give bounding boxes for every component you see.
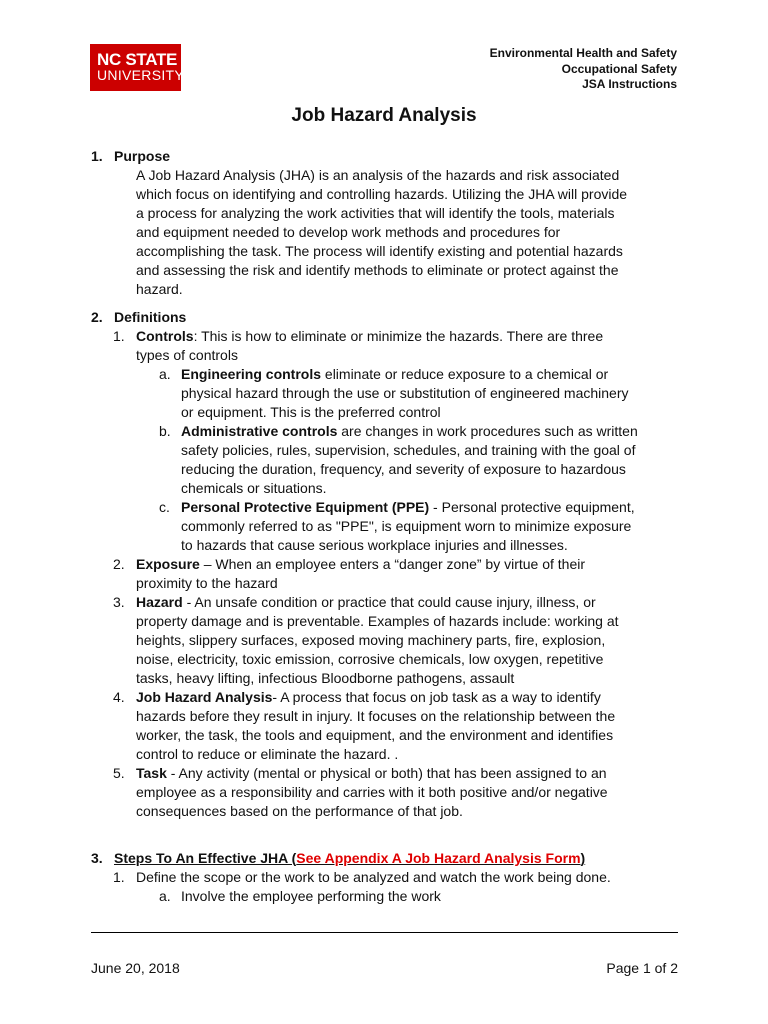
control-ppe	[91, 498, 681, 555]
text-line: - Any activity (mental or physical or both) that has been assigned to an	[166, 765, 607, 781]
text-line: reducing the duration, frequency, and severity of exposure to hazardous	[181, 461, 626, 477]
text-line: are changes in work procedures such as written	[337, 423, 638, 439]
section-number: 2.	[91, 309, 103, 325]
text-line: worker, the task, the tools and equipment, and the environment and identifies	[136, 727, 614, 743]
text-line: heights, slippery surfaces, exposed moving machinery parts, fire, explosion,	[136, 632, 606, 648]
logo-line-2: UNIVERSITY	[97, 67, 185, 83]
text-line: noise, electricity, toxic emission, corrosive chemicals, low oxygen, repetitive	[136, 651, 604, 667]
step-1a	[91, 887, 681, 906]
text-line: or equipment. This is the preferred control	[181, 404, 441, 420]
item-number: 5.	[113, 765, 125, 781]
text-line: physical hazard through the use or substitution of engineered machinery	[181, 385, 629, 401]
text-line: accomplishing the task. The process will identify existing and potential hazards	[136, 243, 623, 259]
item-number: 3.	[113, 594, 125, 610]
term: Hazard	[136, 594, 183, 610]
section-title: Purpose	[114, 148, 171, 164]
text-line: types of controls	[136, 347, 238, 363]
term: Task	[136, 765, 167, 781]
footer-page-number: Page 1 of 2	[606, 960, 678, 976]
definition-exposure	[91, 555, 681, 593]
text-line: employee as a responsibility and carries with it both positive and/or negative	[136, 784, 608, 800]
item-letter: c.	[159, 499, 170, 515]
header-line-1: Environmental Health and Safety	[489, 46, 677, 60]
text-line: - Personal protective equipment,	[429, 499, 635, 515]
item-number: 1.	[113, 328, 125, 344]
control-engineering	[91, 365, 681, 422]
text-line: a process for analyzing the work activities that will identify the tools, materials	[136, 205, 615, 221]
page-title: Job Hazard Analysis	[291, 105, 477, 126]
section-title	[114, 850, 585, 866]
text-line: chemicals or situations.	[181, 480, 327, 496]
text-line: consequences based on the performance of that job.	[136, 803, 463, 819]
control-administrative	[91, 422, 681, 498]
logo-line-1: NC STATE	[97, 50, 178, 69]
section-steps-heading	[91, 849, 681, 868]
term: Exposure	[136, 556, 200, 572]
section-title-text: Steps To An Effective JHA (	[114, 850, 297, 866]
text-line: : This is how to eliminate or minimize the hazards. There are three	[193, 328, 604, 344]
text-line: hazard.	[136, 281, 183, 297]
term: Engineering controls	[181, 366, 322, 382]
text-line: - An unsafe condition or practice that could cause injury, illness, or	[182, 594, 596, 610]
section-purpose-heading	[91, 147, 681, 166]
definition-controls	[91, 327, 681, 365]
definition-task	[91, 764, 681, 821]
text-line: to hazards that cause serious workplace injuries and illnesses.	[181, 537, 568, 553]
text-line: which focus on identifying and controlling hazards. Utilizing the JHA will provide	[136, 186, 628, 202]
item-letter: a.	[159, 888, 171, 904]
text-line: property damage and is preventable. Examples of hazards include: working at	[136, 613, 619, 629]
nc-state-logo	[90, 44, 185, 91]
text-line: control to reduce or eliminate the hazard. .	[136, 746, 399, 762]
header-line-2: Occupational Safety	[561, 61, 677, 76]
appendix-a-link[interactable]: See Appendix A Job Hazard Analysis Form	[296, 850, 581, 866]
text-line: eliminate or reduce exposure to a chemical or	[321, 366, 609, 382]
text-line: - A process that focus on job task as a way to identify	[272, 689, 601, 705]
text-line: – When an employee enters a “danger zone” by virtue of their	[199, 556, 586, 572]
text-line: commonly referred to as "PPE", is equipment worn to minimize exposure	[181, 518, 632, 534]
text-line: safety policies, rules, supervision, schedules, and training with the goal of	[181, 442, 636, 458]
text-line: and assessing the risk and identify methods to eliminate or protect against the	[136, 262, 619, 278]
text-line: Involve the employee performing the work	[181, 888, 441, 904]
document-body	[91, 147, 681, 906]
footer-divider	[91, 932, 678, 933]
document-header	[490, 46, 677, 93]
purpose-paragraph	[91, 166, 681, 299]
term: Personal Protective Equipment (PPE)	[181, 499, 430, 515]
text-line: tasks, heavy lifting, infectious Bloodborne pathogens, assault	[136, 670, 515, 686]
section-number: 1.	[91, 148, 103, 164]
step-1	[91, 868, 681, 887]
text-line: proximity to the hazard	[136, 575, 278, 591]
text-line: A Job Hazard Analysis (JHA) is an analysis of the hazards and risk associated	[136, 167, 620, 183]
section-title: Definitions	[114, 309, 187, 325]
term: Controls	[136, 328, 194, 344]
text-line: and equipment needed to develop work methods and procedures for	[136, 224, 561, 240]
header-line-3: JSA Instructions	[582, 77, 677, 91]
item-number: 4.	[113, 689, 125, 705]
item-number: 2.	[113, 556, 125, 572]
footer-date: June 20, 2018	[91, 960, 180, 976]
term: Administrative controls	[181, 423, 338, 439]
section-number: 3.	[91, 850, 103, 866]
definition-job-hazard-analysis	[91, 688, 681, 764]
text-line: Define the scope or the work to be analyzed and watch the work being done.	[136, 869, 611, 885]
item-letter: b.	[159, 423, 171, 439]
item-letter: a.	[159, 366, 171, 382]
item-number: 1.	[113, 869, 125, 885]
section-title-end: )	[580, 850, 586, 866]
term: Job Hazard Analysis	[136, 689, 273, 705]
section-definitions-heading	[91, 308, 681, 327]
definition-hazard	[91, 593, 681, 688]
text-line: hazards before they result in injury. It focuses on the relationship between the	[136, 708, 616, 724]
